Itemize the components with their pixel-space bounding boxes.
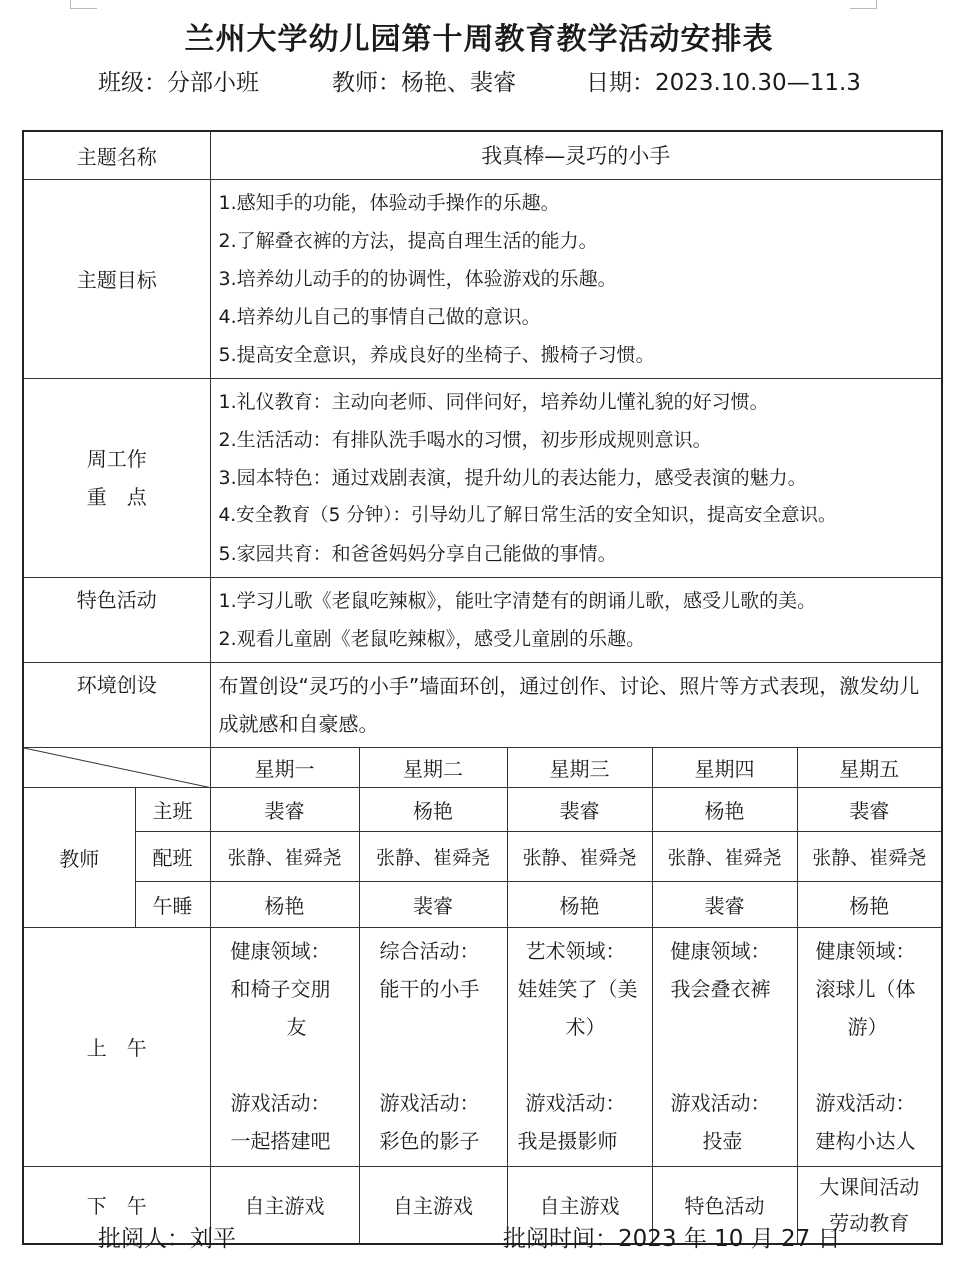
game-label: 游戏活动：	[230, 1090, 331, 1115]
assist-teacher-row	[23, 831, 942, 881]
special-label: 特色活动	[23, 577, 210, 662]
main-teacher-cell: 杨艳	[359, 787, 507, 831]
morning-row	[23, 927, 942, 1166]
goals-row	[23, 179, 942, 378]
game-title: 我是摄影师	[517, 1128, 618, 1153]
morning-cell-thu	[652, 927, 797, 1166]
afternoon-fri-line2: 劳动教育	[829, 1210, 910, 1235]
activity-domain: 健康领域：	[815, 938, 916, 963]
nap-teacher-row	[23, 881, 942, 927]
morning-cell-wed	[507, 927, 652, 1166]
focus-label-line1: 周工作	[86, 446, 147, 471]
game-label: 游戏活动：	[815, 1090, 916, 1115]
goal-item: 4.培养幼儿自己的事情自己做的意识。	[218, 305, 541, 328]
activity-title: 我会叠衣裤	[670, 976, 771, 1001]
activity-title-cont	[380, 1008, 501, 1046]
environment-text: 布置创设“灵巧的小手”墙面环创，通过创作、讨论、照片等方式表现，激发幼儿成就感和自豪感。	[210, 662, 942, 747]
assist-teacher-cell: 张静、崔舜尧	[652, 831, 797, 881]
nap-teacher-cell: 杨艳	[507, 881, 652, 927]
nap-teacher-cell: 裴睿	[652, 881, 797, 927]
morning-cell-tue	[359, 927, 507, 1166]
special-item: 1.学习儿歌《老鼠吃辣椒》，能吐字清楚有的朗诵儿歌，感受儿歌的美。	[218, 589, 817, 612]
day-header: 星期二	[359, 747, 507, 787]
special-list	[210, 577, 942, 662]
main-teacher-cell: 裴睿	[797, 787, 942, 831]
teachers-info: 教师：杨艳、裴睿	[332, 70, 516, 96]
main-teacher-cell: 裴睿	[507, 787, 652, 831]
crop-mark-right	[850, 0, 877, 9]
activity-domain: 综合活动：	[379, 938, 480, 963]
main-teacher-row	[23, 787, 942, 831]
diagonal-line	[24, 748, 212, 788]
day-header: 星期一	[210, 747, 359, 787]
day-header: 星期五	[797, 747, 942, 787]
activity-title: 娃娃笑了（美	[517, 976, 638, 1001]
game-label: 游戏活动：	[670, 1090, 771, 1115]
focus-label	[23, 378, 210, 577]
assist-teacher-label: 配班	[135, 831, 210, 881]
morning-cell-fri	[797, 927, 942, 1166]
goal-item: 1.感知手的功能，体验动手操作的乐趣。	[218, 191, 560, 214]
review-time: 批阅时间：2023 年 10 月 27 日	[503, 1226, 841, 1252]
theme-value: 我真棒—灵巧的小手	[210, 131, 942, 179]
goals-list	[210, 179, 942, 378]
afternoon-cell: 特色活动	[652, 1166, 797, 1244]
assist-teacher-cell: 张静、崔舜尧	[797, 831, 942, 881]
activity-domain: 健康领域：	[670, 938, 771, 963]
goal-item: 2.了解叠衣裤的方法，提高自理生活的能力。	[218, 229, 598, 252]
nap-teacher-label: 午睡	[135, 881, 210, 927]
nap-teacher-cell: 杨艳	[797, 881, 942, 927]
afternoon-cell: 自主游戏	[210, 1166, 359, 1244]
theme-label: 主题名称	[23, 131, 210, 179]
activity-title: 和椅子交朋	[230, 976, 331, 1001]
assist-teacher-cell: 张静、崔舜尧	[359, 831, 507, 881]
focus-label-line2: 重 点	[86, 484, 147, 509]
focus-item: 1.礼仪教育：主动向老师、同伴问好，培养幼儿懂礼貌的好习惯。	[218, 390, 769, 413]
diagonal-header-cell	[23, 747, 210, 787]
nap-teacher-cell: 裴睿	[359, 881, 507, 927]
activity-title-cont	[671, 1008, 791, 1046]
weekday-header-row	[23, 747, 942, 787]
focus-item: 3.园本特色：通过戏剧表演，提升幼儿的表达能力，感受表演的魅力。	[218, 466, 807, 489]
activity-title: 能干的小手	[379, 976, 480, 1001]
activity-plan-table	[22, 130, 943, 1245]
teacher-section-label: 教师	[23, 787, 135, 927]
morning-label: 上 午	[23, 927, 210, 1166]
document-title: 兰州大学幼儿园第十周教育教学活动安排表	[184, 22, 774, 57]
game-title: 一起搭建吧	[230, 1128, 331, 1153]
activity-domain: 艺术领域：	[525, 938, 626, 963]
day-header: 星期四	[652, 747, 797, 787]
game-label: 游戏活动：	[379, 1090, 480, 1115]
environment-label: 环境创设	[23, 662, 210, 747]
goal-item: 3.培养幼儿动手的的协调性，体验游戏的乐趣。	[218, 267, 617, 290]
special-row	[23, 577, 942, 662]
nap-teacher-cell: 杨艳	[210, 881, 359, 927]
assist-teacher-cell: 张静、崔舜尧	[507, 831, 652, 881]
focus-item: 2.生活活动：有排队洗手喝水的习惯，初步形成规则意识。	[218, 428, 712, 451]
activity-domain: 健康领域：	[230, 938, 331, 963]
afternoon-fri-line1: 大课间活动	[819, 1174, 920, 1199]
game-label: 游戏活动：	[525, 1090, 626, 1115]
main-teacher-cell: 杨艳	[652, 787, 797, 831]
theme-row	[23, 131, 942, 179]
reviewer: 批阅人：刘平	[98, 1226, 236, 1252]
morning-cell-mon	[210, 927, 359, 1166]
crop-mark-left	[70, 0, 97, 9]
activity-title-cont: 友	[286, 1014, 307, 1039]
environment-row	[23, 662, 942, 747]
game-title: 建构小达人	[815, 1128, 916, 1153]
focus-list	[210, 378, 942, 577]
game-title: 彩色的影子	[379, 1128, 480, 1153]
focus-item: 5.家园共育：和爸爸妈妈分享自己能做的事情。	[218, 542, 617, 565]
afternoon-label: 下 午	[23, 1166, 210, 1244]
goals-label: 主题目标	[23, 179, 210, 378]
game-title: 投壶	[702, 1128, 743, 1153]
special-item: 2.观看儿童剧《老鼠吃辣椒》，感受儿童剧的乐趣。	[218, 627, 646, 650]
goal-item: 5.提高安全意识，养成良好的坐椅子、搬椅子习惯。	[218, 343, 655, 366]
afternoon-cell: 自主游戏	[359, 1166, 507, 1244]
date-info: 日期：2023.10.30—11.3	[586, 70, 861, 96]
main-teacher-label: 主班	[135, 787, 210, 831]
activity-title: 滚球儿（体	[815, 976, 916, 1001]
day-header: 星期三	[507, 747, 652, 787]
activity-title-cont: 术）	[565, 1014, 606, 1039]
activity-title-cont: 游）	[847, 1014, 888, 1039]
afternoon-cell: 自主游戏	[507, 1166, 652, 1244]
class-info: 班级：分部小班	[98, 70, 259, 96]
focus-row	[23, 378, 942, 577]
focus-item: 4.安全教育（5 分钟）：引导幼儿了解日常生活的安全知识，提高安全意识。	[218, 504, 837, 526]
assist-teacher-cell: 张静、崔舜尧	[210, 831, 359, 881]
main-teacher-cell: 裴睿	[210, 787, 359, 831]
